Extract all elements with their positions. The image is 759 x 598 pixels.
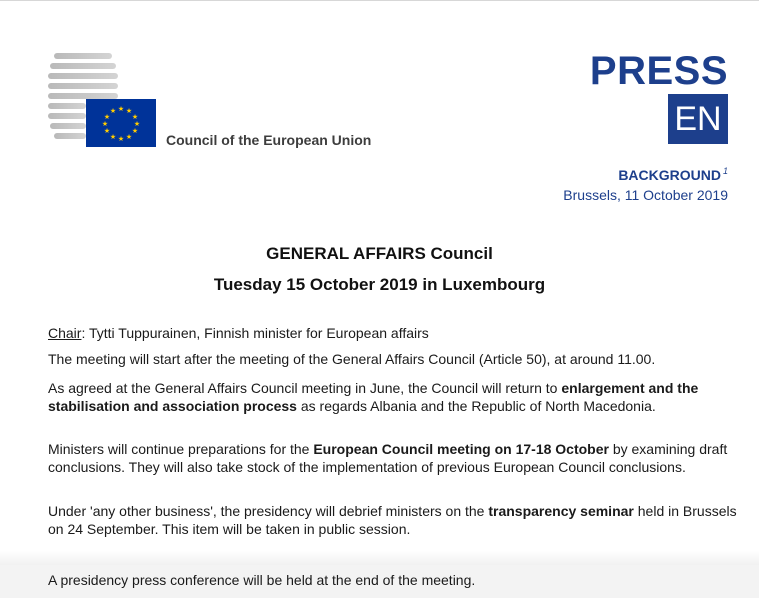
logo-stripe xyxy=(54,133,86,139)
logo-stripe xyxy=(50,123,86,129)
logo-stripe xyxy=(48,73,118,79)
logo-stripe xyxy=(48,103,86,109)
svg-text:★: ★ xyxy=(109,133,117,141)
paragraph-text: by examining draft conclusions. They will also take stock of the implementation of previous European Council conclusions. xyxy=(48,441,728,475)
paragraph-highlight: European Council meeting on 17-18 October xyxy=(313,441,609,457)
svg-text:★: ★ xyxy=(131,113,139,121)
logo-stripe xyxy=(48,113,86,119)
press-label: PRESS xyxy=(589,49,728,93)
chair-paragraph xyxy=(48,325,738,343)
page-title: GENERAL AFFAIRS Council xyxy=(266,244,493,263)
svg-text:★: ★ xyxy=(133,120,141,128)
page-subtitle: Tuesday 15 October 2019 in Luxembourg xyxy=(213,275,546,294)
eu-stars-icon xyxy=(86,99,156,147)
svg-text:★: ★ xyxy=(101,120,109,128)
svg-text:★: ★ xyxy=(109,107,117,115)
paragraph-text: Ministers will continue preparations for the xyxy=(48,441,314,457)
aob-paragraph xyxy=(48,503,738,538)
press-conference-paragraph: A presidency press conference will be held at the end of the meeting. xyxy=(48,572,476,588)
council-name: Council of the European Union xyxy=(166,132,372,148)
paragraph-text: As agreed at the General Affairs Council meeting in June, the Council will return to xyxy=(48,380,562,396)
logo-stripe xyxy=(48,83,118,89)
svg-text:★: ★ xyxy=(125,133,133,141)
logo-stripe xyxy=(50,63,116,69)
document-type xyxy=(618,166,728,183)
european-council-paragraph xyxy=(48,441,738,476)
eu-flag-icon xyxy=(86,99,156,147)
svg-text:★: ★ xyxy=(125,107,133,115)
svg-text:★: ★ xyxy=(117,135,125,143)
paragraph-text: as regards Albania and the Republic of North Macedonia. xyxy=(296,397,656,414)
logo-stripe xyxy=(54,53,112,59)
enlargement-paragraph xyxy=(48,380,738,415)
document-date: Brussels, 11 October 2019 xyxy=(563,187,728,203)
svg-text:★: ★ xyxy=(103,113,111,121)
paragraph-highlight: enlargement and the stabilisation and association process xyxy=(48,380,699,414)
paragraph-text: held in Brussels on 24 September. This item will be taken in public session. xyxy=(48,503,737,537)
chair-text: : Tytti Tuppurainen, Finnish minister for European affairs xyxy=(81,325,429,341)
svg-text:★: ★ xyxy=(103,127,111,135)
council-logo xyxy=(48,51,168,151)
svg-text:★: ★ xyxy=(117,105,125,113)
page-break-shadow xyxy=(0,551,759,565)
svg-text:★: ★ xyxy=(131,127,139,135)
paragraph-text: Under 'any other business', the presidency will debrief ministers on the xyxy=(48,503,489,519)
document-type-label: BACKGROUND xyxy=(618,167,721,183)
chair-label: Chair xyxy=(48,325,82,341)
language-badge: EN xyxy=(668,94,728,144)
start-paragraph: The meeting will start after the meeting of the General Affairs Council (Article 50), at around 11.00. xyxy=(48,351,656,367)
paragraph-highlight: transparency seminar xyxy=(488,503,634,519)
footnote-marker[interactable]: 1 xyxy=(722,166,728,176)
